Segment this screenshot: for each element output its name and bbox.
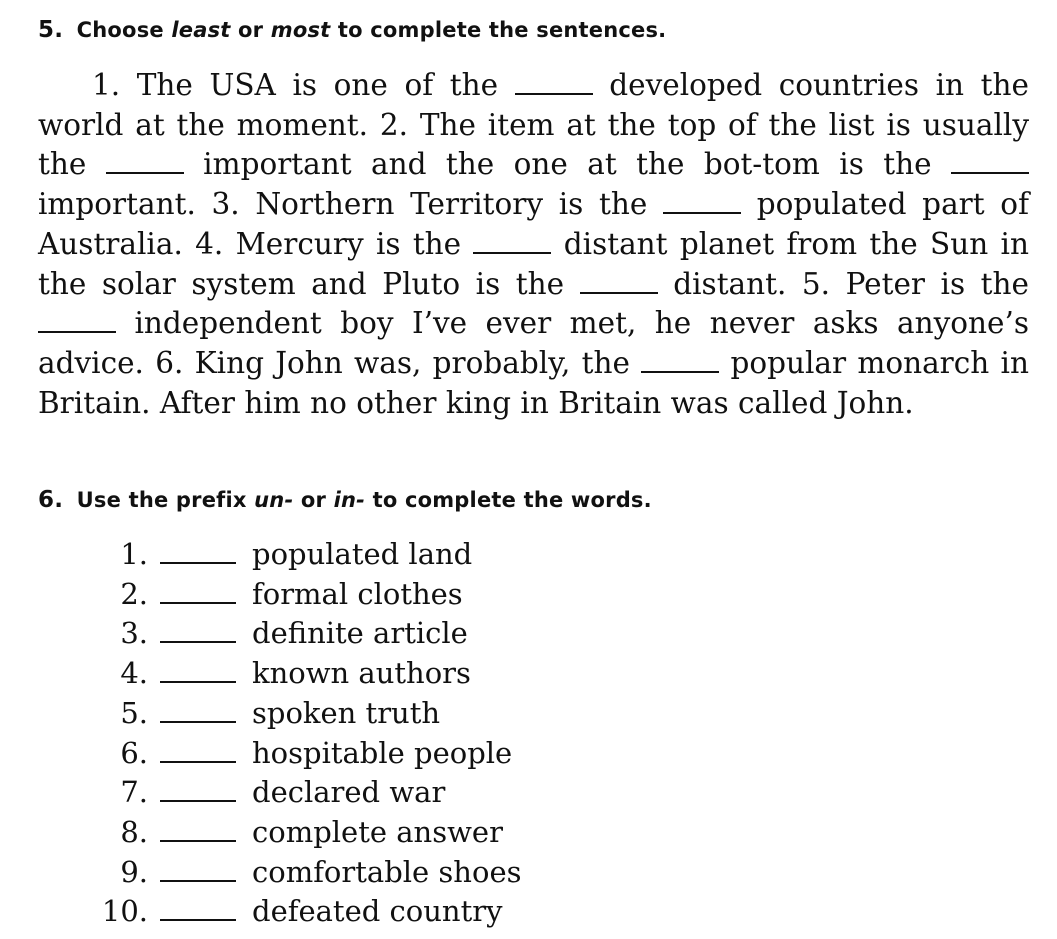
answer-blank[interactable] (663, 188, 741, 214)
exercise-5-title-em2: most (270, 18, 331, 42)
item-number: 10. (101, 894, 148, 929)
item-number: 6. (120, 735, 148, 770)
list-item (90, 694, 521, 734)
list-item (90, 614, 521, 654)
list-item (90, 813, 521, 853)
answer-blank[interactable] (106, 148, 184, 174)
exercise-6-title-part2: or (300, 488, 327, 512)
list-item (90, 734, 521, 774)
item-text: hospitable people (252, 735, 513, 770)
item-text: spoken truth (252, 695, 441, 730)
exercise-6-title-part1: Use the prefix (76, 488, 247, 512)
text-segment: important and the one at the bot-tom is the (203, 147, 932, 182)
answer-blank[interactable] (160, 538, 236, 564)
list-item (90, 773, 521, 813)
item-text: complete answer (252, 814, 503, 849)
item-text: comfortable shoes (252, 854, 522, 889)
list-item (90, 654, 521, 694)
answer-blank[interactable] (160, 737, 236, 763)
exercise-5-number: 5. (38, 17, 64, 43)
list-item (90, 892, 521, 932)
answer-blank[interactable] (160, 697, 236, 723)
item-text: populated land (252, 537, 473, 571)
item-text: defeated country (252, 894, 503, 929)
exercise-5-paragraph (38, 66, 1029, 423)
text-segment: distant. 5. Peter is the (673, 266, 1029, 301)
exercise-5-title-part3: to complete the sentences. (337, 18, 667, 42)
text-segment: 1. The USA is one of the (92, 68, 499, 102)
item-text: formal clothes (252, 576, 463, 611)
item-number: 7. (120, 775, 148, 810)
answer-blank[interactable] (160, 856, 236, 882)
answer-blank[interactable] (951, 148, 1029, 174)
answer-blank[interactable] (515, 69, 593, 95)
answer-blank[interactable] (160, 617, 236, 643)
item-number: 8. (120, 814, 148, 849)
answer-blank[interactable] (580, 268, 658, 294)
exercise-6-title-em1: un- (254, 488, 294, 512)
item-number: 1. (120, 537, 148, 571)
item-text: known authors (252, 656, 471, 691)
text-segment: developed countries in the world at the moment. 2. The item at the top of the list is usually the (38, 68, 1029, 182)
answer-blank[interactable] (160, 895, 236, 921)
answer-blank[interactable] (641, 347, 719, 373)
item-number: 4. (120, 656, 148, 691)
item-number: 9. (120, 854, 148, 889)
item-text: definite article (252, 616, 468, 651)
answer-blank[interactable] (160, 776, 236, 802)
text-segment: independent boy I’ve ever met, he never asks anyone’s advice. 6. King John was, probably, the (38, 306, 1029, 380)
exercise-6-number: 6. (38, 487, 64, 513)
list-item (90, 853, 521, 893)
exercise-5-title-em1: least (171, 18, 231, 42)
item-number: 2. (120, 576, 148, 611)
text-segment: populated part of Australia. 4. Mercury is the (38, 187, 1029, 261)
exercise-5-heading (38, 17, 666, 43)
exercise-6-heading (38, 487, 652, 513)
list-item (90, 575, 521, 615)
answer-blank[interactable] (473, 228, 551, 254)
exercise-6-list (90, 535, 521, 932)
item-number: 5. (120, 695, 148, 730)
exercise-5-title-part2: or (238, 18, 264, 42)
answer-blank[interactable] (38, 307, 116, 333)
text-segment: important. 3. Northern Territory is the (38, 187, 648, 222)
exercise-5-title-part1: Choose (76, 18, 164, 42)
answer-blank[interactable] (160, 657, 236, 683)
exercise-6-title-part3: to complete the words. (372, 488, 652, 512)
text-segment: popular monarch in Britain. After him no other king in Britain was called John. (38, 345, 1029, 420)
item-text: declared war (252, 775, 446, 810)
exercise-6-title-em2: in- (333, 488, 366, 512)
text-segment: distant planet from the Sun in the solar system and Pluto is the (38, 226, 1029, 301)
answer-blank[interactable] (160, 816, 236, 842)
item-number: 3. (120, 616, 148, 651)
list-item (90, 535, 521, 575)
answer-blank[interactable] (160, 578, 236, 604)
